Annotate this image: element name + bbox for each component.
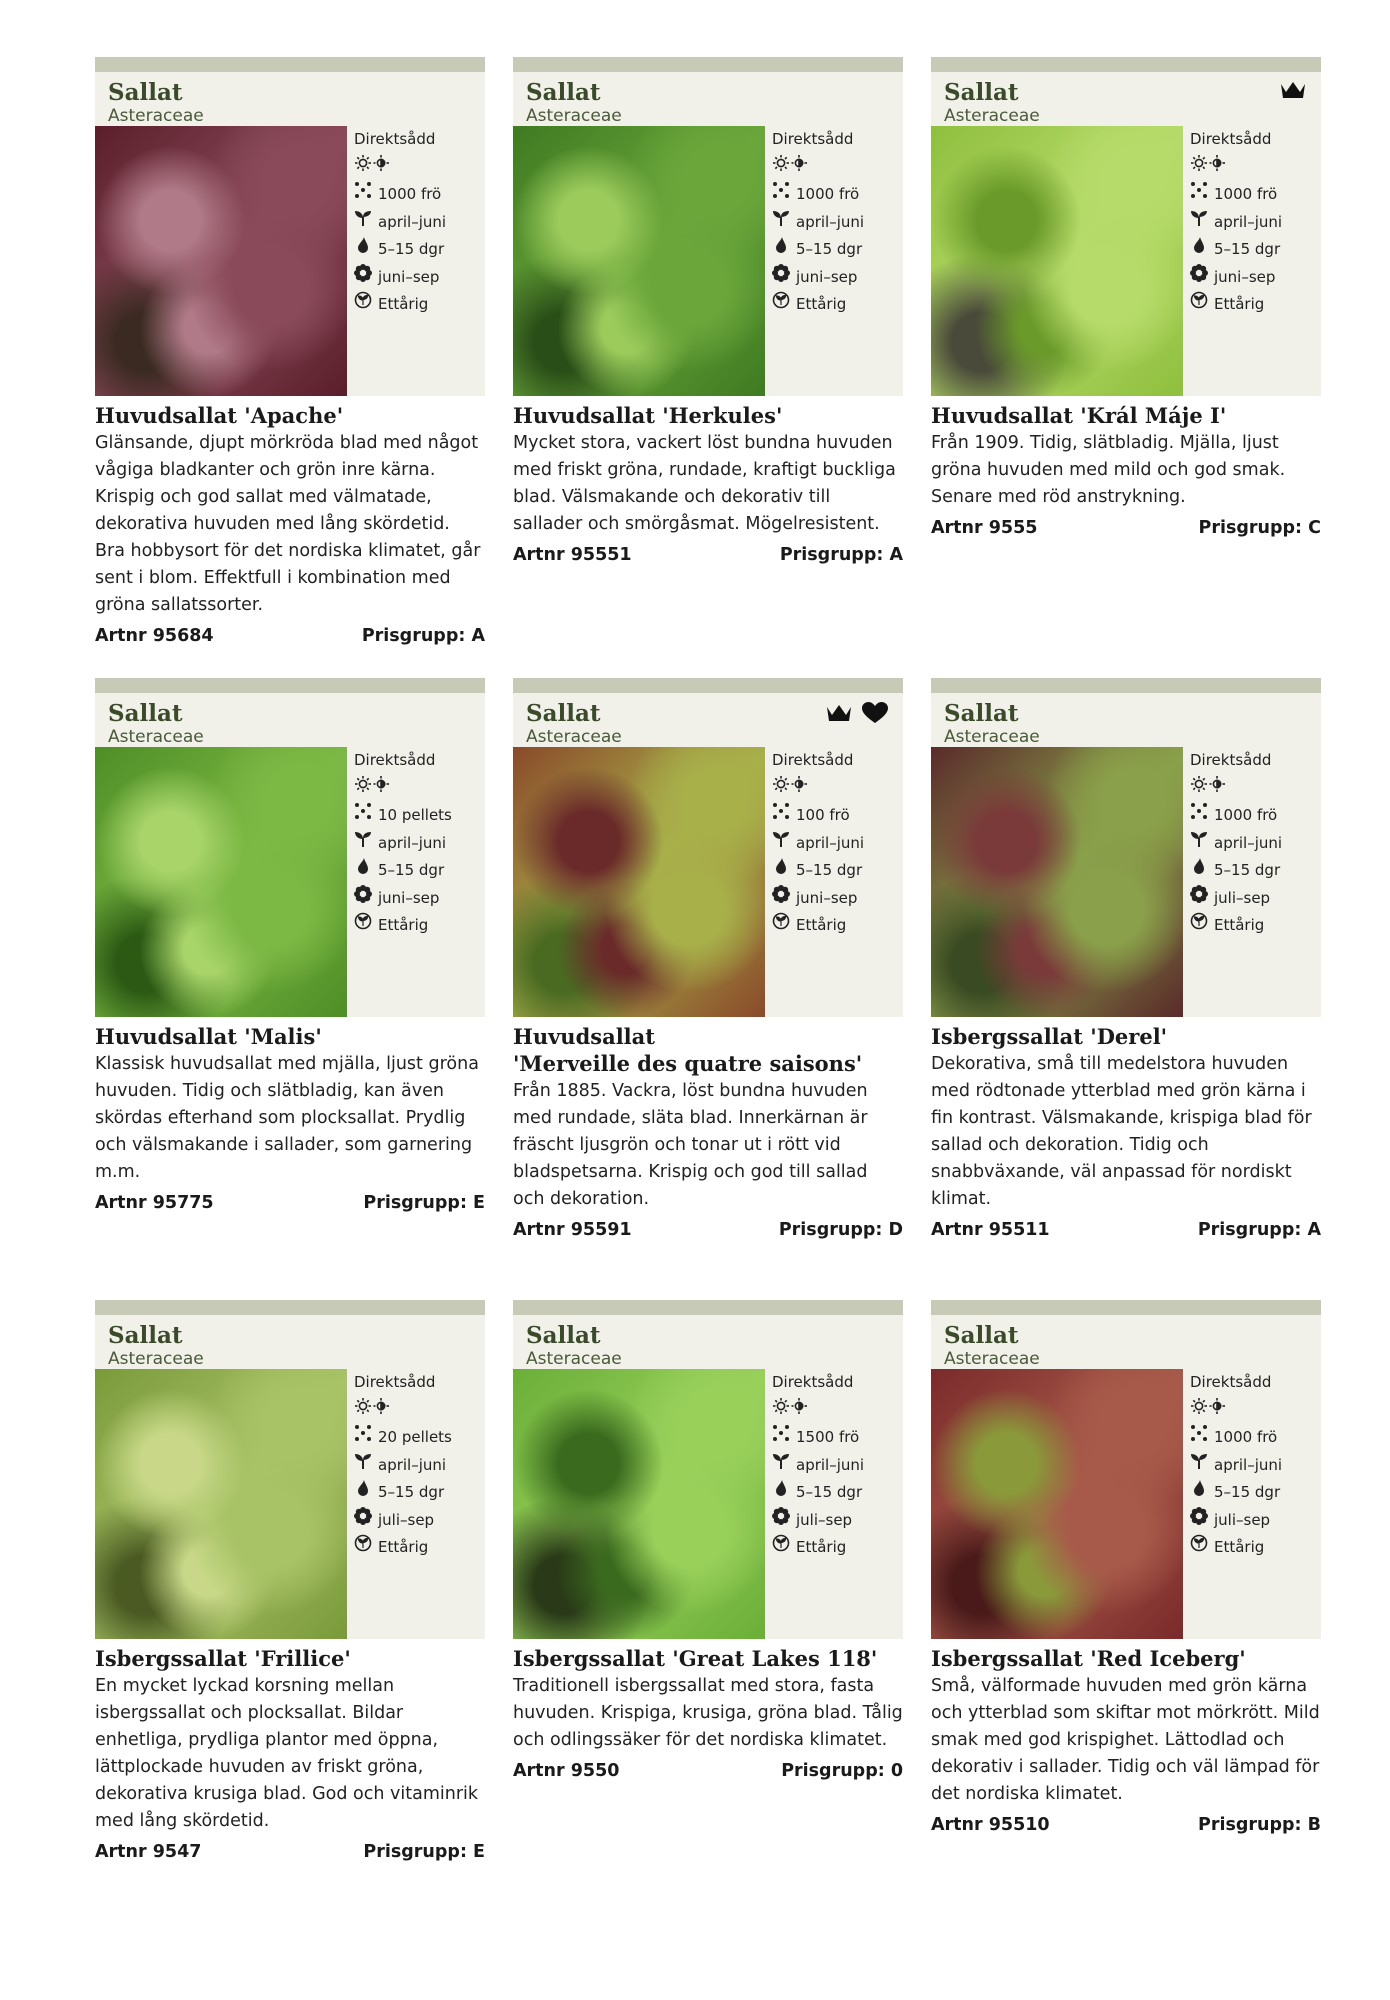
sow-period: april–juni bbox=[1190, 209, 1282, 237]
flower-icon bbox=[354, 1507, 372, 1535]
seeds-icon bbox=[772, 802, 790, 830]
harvest-period: juli–sep bbox=[1190, 1507, 1282, 1535]
card-media bbox=[95, 126, 485, 396]
sowing-method: Direktsådd bbox=[1190, 751, 1272, 769]
lettuce-photo bbox=[931, 1369, 1183, 1639]
product-card bbox=[95, 57, 485, 646]
family-label: Asteraceae bbox=[526, 727, 622, 747]
product-description: Från 1909. Tidig, slätbladig. Mjälla, ljust gröna huvuden med mild och god smak. Senare med röd anstrykning. bbox=[931, 433, 1286, 507]
article-number: Artnr 95684 bbox=[95, 626, 214, 646]
flower-icon bbox=[1190, 1507, 1208, 1535]
card-media bbox=[931, 126, 1321, 396]
genus-label: Sallat bbox=[944, 79, 1019, 106]
family-label: Asteraceae bbox=[108, 106, 204, 126]
sowing-method: Direktsådd bbox=[772, 130, 854, 148]
lifecycle: Ettårig bbox=[772, 912, 864, 940]
article-number: Artnr 9555 bbox=[931, 518, 1038, 538]
family-label: Asteraceae bbox=[108, 1349, 204, 1369]
germination-time: 5–15 dgr bbox=[1190, 857, 1282, 885]
sowing-method: Direktsådd bbox=[354, 751, 436, 769]
product-name: Huvudsallat 'Merveille des quatre saisons' bbox=[513, 1024, 863, 1076]
family-label: Asteraceae bbox=[944, 106, 1040, 126]
drop-icon bbox=[772, 1479, 790, 1507]
drop-icon bbox=[354, 236, 372, 264]
genus-label: Sallat bbox=[526, 700, 601, 727]
cycle-icon bbox=[1190, 912, 1208, 940]
spec-list bbox=[765, 1369, 864, 1639]
price-group: Prisgrupp: A bbox=[779, 545, 903, 565]
sow-period: april–juni bbox=[772, 1452, 864, 1480]
germination-time: 5–15 dgr bbox=[354, 1479, 452, 1507]
harvest-period: juli–sep bbox=[354, 1507, 452, 1535]
cycle-icon bbox=[772, 912, 790, 940]
seed-count: 1000 frö bbox=[1190, 181, 1282, 209]
lifecycle: Ettårig bbox=[772, 1534, 864, 1562]
sprout-icon bbox=[1190, 830, 1208, 858]
product-name: Isbergssallat 'Great Lakes 118' bbox=[513, 1646, 878, 1671]
price-group: Prisgrupp: B bbox=[1198, 1815, 1321, 1835]
lettuce-photo bbox=[95, 747, 347, 1017]
genus-label: Sallat bbox=[526, 79, 601, 106]
sprout-icon bbox=[1190, 1452, 1208, 1480]
card-header bbox=[95, 678, 485, 747]
cycle-icon bbox=[1190, 1534, 1208, 1562]
genus-label: Sallat bbox=[944, 1322, 1019, 1349]
seeds-icon bbox=[354, 1424, 372, 1452]
flower-icon bbox=[354, 264, 372, 292]
price-group: Prisgrupp: A bbox=[361, 626, 485, 646]
sun-halfsun-icon bbox=[354, 154, 390, 182]
seed-count: 1000 frö bbox=[772, 181, 864, 209]
flower-icon bbox=[1190, 264, 1208, 292]
article-number: Artnr 95511 bbox=[931, 1220, 1050, 1240]
harvest-period: juni–sep bbox=[772, 885, 864, 913]
product-name: Isbergssallat 'Derel' bbox=[931, 1024, 1168, 1049]
sow-period: april–juni bbox=[354, 830, 452, 858]
germination-time: 5–15 dgr bbox=[772, 1479, 864, 1507]
sowing-method: Direktsådd bbox=[772, 751, 854, 769]
sun-halfsun-icon bbox=[772, 154, 808, 182]
drop-icon bbox=[354, 857, 372, 885]
product-card bbox=[513, 1300, 903, 1781]
seed-count: 1500 frö bbox=[772, 1424, 864, 1452]
seeds-icon bbox=[354, 181, 372, 209]
card-media bbox=[513, 747, 903, 1017]
sowing-method: Direktsådd bbox=[1190, 1373, 1272, 1391]
drop-icon bbox=[1190, 1479, 1208, 1507]
sprout-icon bbox=[1190, 209, 1208, 237]
product-description: En mycket lyckad korsning mellan isbergssallat och plocksallat. Bildar enhetliga, prydliga plantor med öppna, lättplockade huvuden av friskt gröna, dekorativa krusiga blad. God och vitaminrik med lång skördetid. bbox=[95, 1676, 479, 1831]
badges bbox=[1279, 80, 1307, 104]
sprout-icon bbox=[354, 209, 372, 237]
drop-icon bbox=[772, 236, 790, 264]
spec-list bbox=[765, 747, 864, 1017]
sow-period: april–juni bbox=[1190, 1452, 1282, 1480]
sow-period: april–juni bbox=[354, 209, 446, 237]
price-group: Prisgrupp: D bbox=[778, 1220, 903, 1240]
flower-icon bbox=[1190, 885, 1208, 913]
seed-count: 1000 frö bbox=[1190, 802, 1282, 830]
harvest-period: juni–sep bbox=[772, 264, 864, 292]
genus-label: Sallat bbox=[944, 700, 1019, 727]
price-group: Prisgrupp: E bbox=[363, 1842, 485, 1862]
sprout-icon bbox=[772, 1452, 790, 1480]
flower-icon bbox=[772, 264, 790, 292]
family-label: Asteraceae bbox=[944, 727, 1040, 747]
seeds-icon bbox=[1190, 1424, 1208, 1452]
harvest-period: juni–sep bbox=[354, 264, 446, 292]
article-number: Artnr 9547 bbox=[95, 1842, 202, 1862]
germination-time: 5–15 dgr bbox=[354, 236, 446, 264]
card-footer bbox=[95, 1842, 485, 1862]
cycle-icon bbox=[354, 912, 372, 940]
sun-halfsun-icon bbox=[772, 1397, 808, 1425]
sun-halfsun-icon bbox=[354, 1397, 390, 1425]
price-group: Prisgrupp: A bbox=[1197, 1220, 1321, 1240]
sprout-icon bbox=[354, 830, 372, 858]
family-label: Asteraceae bbox=[526, 1349, 622, 1369]
sowing-method: Direktsådd bbox=[354, 130, 436, 148]
card-media bbox=[95, 747, 485, 1017]
card-header bbox=[513, 678, 903, 747]
product-description: Dekorativa, små till medelstora huvuden med rödtonade ytterblad med grön kärna i fin kontrast. Välsmakande, krispiga blad för sallad och dekoration. Tidig och snabbväxande, väl anpassad för nordiskt klimat. bbox=[931, 1054, 1312, 1209]
card-footer bbox=[513, 1220, 903, 1240]
product-description: Små, välformade huvuden med grön kärna och ytterblad som skiftar mot mörkrött. Mild smak med god krispighet. Lättodlad och dekorativ i sallader. Tidig och väl lämpad för det nordiska klimatet. bbox=[931, 1676, 1320, 1804]
card-footer bbox=[931, 518, 1321, 538]
lifecycle: Ettårig bbox=[1190, 291, 1282, 319]
seeds-icon bbox=[354, 802, 372, 830]
product-name: Huvudsallat 'Král Máje I' bbox=[931, 403, 1227, 428]
cycle-icon bbox=[354, 291, 372, 319]
article-number: Artnr 95591 bbox=[513, 1220, 632, 1240]
germination-time: 5–15 dgr bbox=[772, 857, 864, 885]
crown-icon bbox=[825, 703, 853, 727]
seeds-icon bbox=[1190, 802, 1208, 830]
card-header bbox=[95, 1300, 485, 1369]
lifecycle: Ettårig bbox=[354, 912, 452, 940]
genus-label: Sallat bbox=[108, 700, 183, 727]
lettuce-photo bbox=[931, 126, 1183, 396]
lettuce-photo bbox=[931, 747, 1183, 1017]
spec-list bbox=[1183, 747, 1282, 1017]
genus-label: Sallat bbox=[526, 1322, 601, 1349]
product-name: Isbergssallat 'Frillice' bbox=[95, 1646, 351, 1671]
card-header bbox=[931, 57, 1321, 126]
card-footer bbox=[931, 1815, 1321, 1835]
sprout-icon bbox=[772, 209, 790, 237]
sprout-icon bbox=[772, 830, 790, 858]
spec-list bbox=[1183, 1369, 1282, 1639]
seed-count: 20 pellets bbox=[354, 1424, 452, 1452]
product-card bbox=[95, 1300, 485, 1862]
card-media bbox=[513, 1369, 903, 1639]
card-footer bbox=[513, 1761, 903, 1781]
product-name: Huvudsallat 'Malis' bbox=[95, 1024, 322, 1049]
cycle-icon bbox=[354, 1534, 372, 1562]
cycle-icon bbox=[1190, 291, 1208, 319]
sun-halfsun-icon bbox=[1190, 154, 1226, 182]
sun-halfsun-icon bbox=[1190, 1397, 1226, 1425]
drop-icon bbox=[772, 857, 790, 885]
lifecycle: Ettårig bbox=[1190, 1534, 1282, 1562]
lettuce-photo bbox=[95, 1369, 347, 1639]
harvest-period: juni–sep bbox=[1190, 264, 1282, 292]
product-description: Från 1885. Vackra, löst bundna huvuden med rundade, släta blad. Innerkärnan är fräscht ljusgrön och tonar ut i rött vid bladspetsarna. Krispig och god till sallad och dekoration. bbox=[513, 1081, 868, 1209]
spec-list bbox=[347, 1369, 452, 1639]
product-card bbox=[95, 678, 485, 1213]
card-media bbox=[95, 1369, 485, 1639]
spec-list bbox=[1183, 126, 1282, 396]
product-description: Mycket stora, vackert löst bundna huvuden med friskt gröna, rundade, kraftigt buckliga blad. Välsmakande och dekorativ till sallader och smörgåsmat. Mögelresistent. bbox=[513, 433, 896, 534]
seed-count: 10 pellets bbox=[354, 802, 452, 830]
card-media bbox=[931, 1369, 1321, 1639]
family-label: Asteraceae bbox=[526, 106, 622, 126]
sowing-method: Direktsådd bbox=[772, 1373, 854, 1391]
lifecycle: Ettårig bbox=[354, 291, 446, 319]
flower-icon bbox=[354, 885, 372, 913]
genus-label: Sallat bbox=[108, 1322, 183, 1349]
product-name: Isbergssallat 'Red Iceberg' bbox=[931, 1646, 1246, 1671]
harvest-period: juni–sep bbox=[354, 885, 452, 913]
product-card bbox=[931, 57, 1321, 538]
article-number: Artnr 9550 bbox=[513, 1761, 620, 1781]
cycle-icon bbox=[772, 1534, 790, 1562]
price-group: Prisgrupp: E bbox=[363, 1193, 485, 1213]
price-group: Prisgrupp: 0 bbox=[781, 1761, 903, 1781]
card-header bbox=[513, 1300, 903, 1369]
lifecycle: Ettårig bbox=[772, 291, 864, 319]
product-card bbox=[931, 678, 1321, 1240]
card-footer bbox=[95, 626, 485, 646]
sow-period: april–juni bbox=[354, 1452, 452, 1480]
sun-halfsun-icon bbox=[772, 775, 808, 803]
card-header bbox=[95, 57, 485, 126]
badges bbox=[825, 701, 889, 729]
card-header bbox=[931, 678, 1321, 747]
drop-icon bbox=[1190, 236, 1208, 264]
lifecycle: Ettårig bbox=[1190, 912, 1282, 940]
harvest-period: juli–sep bbox=[1190, 885, 1282, 913]
product-card bbox=[931, 1300, 1321, 1835]
product-card bbox=[513, 57, 903, 565]
germination-time: 5–15 dgr bbox=[354, 857, 452, 885]
article-number: Artnr 95510 bbox=[931, 1815, 1050, 1835]
genus-label: Sallat bbox=[108, 79, 183, 106]
card-footer bbox=[95, 1193, 485, 1213]
drop-icon bbox=[354, 1479, 372, 1507]
spec-list bbox=[347, 747, 452, 1017]
product-card bbox=[513, 678, 903, 1240]
seed-count: 1000 frö bbox=[1190, 1424, 1282, 1452]
heart-icon bbox=[861, 701, 889, 729]
lettuce-photo bbox=[95, 126, 347, 396]
card-header bbox=[513, 57, 903, 126]
crown-icon bbox=[1279, 80, 1307, 104]
sprout-icon bbox=[354, 1452, 372, 1480]
sun-halfsun-icon bbox=[1190, 775, 1226, 803]
family-label: Asteraceae bbox=[944, 1349, 1040, 1369]
seeds-icon bbox=[772, 1424, 790, 1452]
lettuce-photo bbox=[513, 126, 765, 396]
germination-time: 5–15 dgr bbox=[772, 236, 864, 264]
family-label: Asteraceae bbox=[108, 727, 204, 747]
card-footer bbox=[931, 1220, 1321, 1240]
germination-time: 5–15 dgr bbox=[1190, 1479, 1282, 1507]
sowing-method: Direktsådd bbox=[1190, 130, 1272, 148]
card-media bbox=[931, 747, 1321, 1017]
drop-icon bbox=[1190, 857, 1208, 885]
card-header bbox=[931, 1300, 1321, 1369]
sowing-method: Direktsådd bbox=[354, 1373, 436, 1391]
flower-icon bbox=[772, 1507, 790, 1535]
spec-list bbox=[347, 126, 446, 396]
lifecycle: Ettårig bbox=[354, 1534, 452, 1562]
product-name: Huvudsallat 'Apache' bbox=[95, 403, 344, 428]
product-description: Traditionell isbergssallat med stora, fasta huvuden. Krispiga, krusiga, gröna blad. Tålig och odlingssäker för det nordiska klimatet. bbox=[513, 1676, 903, 1750]
seeds-icon bbox=[1190, 181, 1208, 209]
sun-halfsun-icon bbox=[354, 775, 390, 803]
cycle-icon bbox=[772, 291, 790, 319]
spec-list bbox=[765, 126, 864, 396]
product-description: Glänsande, djupt mörkröda blad med något vågiga bladkanter och grön inre kärna. Krispig och god sallat med välmatade, dekorativa huvuden med lång skördetid. Bra hobbysort för det nordiska klimatet, går sent i blom. Effektfull i kombination med gröna sallatssorter. bbox=[95, 433, 481, 615]
seed-count: 100 frö bbox=[772, 802, 864, 830]
seed-count: 1000 frö bbox=[354, 181, 446, 209]
price-group: Prisgrupp: C bbox=[1198, 518, 1321, 538]
product-name: Huvudsallat 'Herkules' bbox=[513, 403, 783, 428]
flower-icon bbox=[772, 885, 790, 913]
harvest-period: juli–sep bbox=[772, 1507, 864, 1535]
article-number: Artnr 95551 bbox=[513, 545, 632, 565]
card-media bbox=[513, 126, 903, 396]
seeds-icon bbox=[772, 181, 790, 209]
product-description: Klassisk huvudsallat med mjälla, ljust gröna huvuden. Tidig och slätbladig, kan även skördas efterhand som plocksallat. Prydlig och välsmakande i sallader, som garnering m.m. bbox=[95, 1054, 479, 1182]
germination-time: 5–15 dgr bbox=[1190, 236, 1282, 264]
article-number: Artnr 95775 bbox=[95, 1193, 214, 1213]
card-footer bbox=[513, 545, 903, 565]
lettuce-photo bbox=[513, 747, 765, 1017]
sow-period: april–juni bbox=[772, 209, 864, 237]
lettuce-photo bbox=[513, 1369, 765, 1639]
sow-period: april–juni bbox=[772, 830, 864, 858]
sow-period: april–juni bbox=[1190, 830, 1282, 858]
